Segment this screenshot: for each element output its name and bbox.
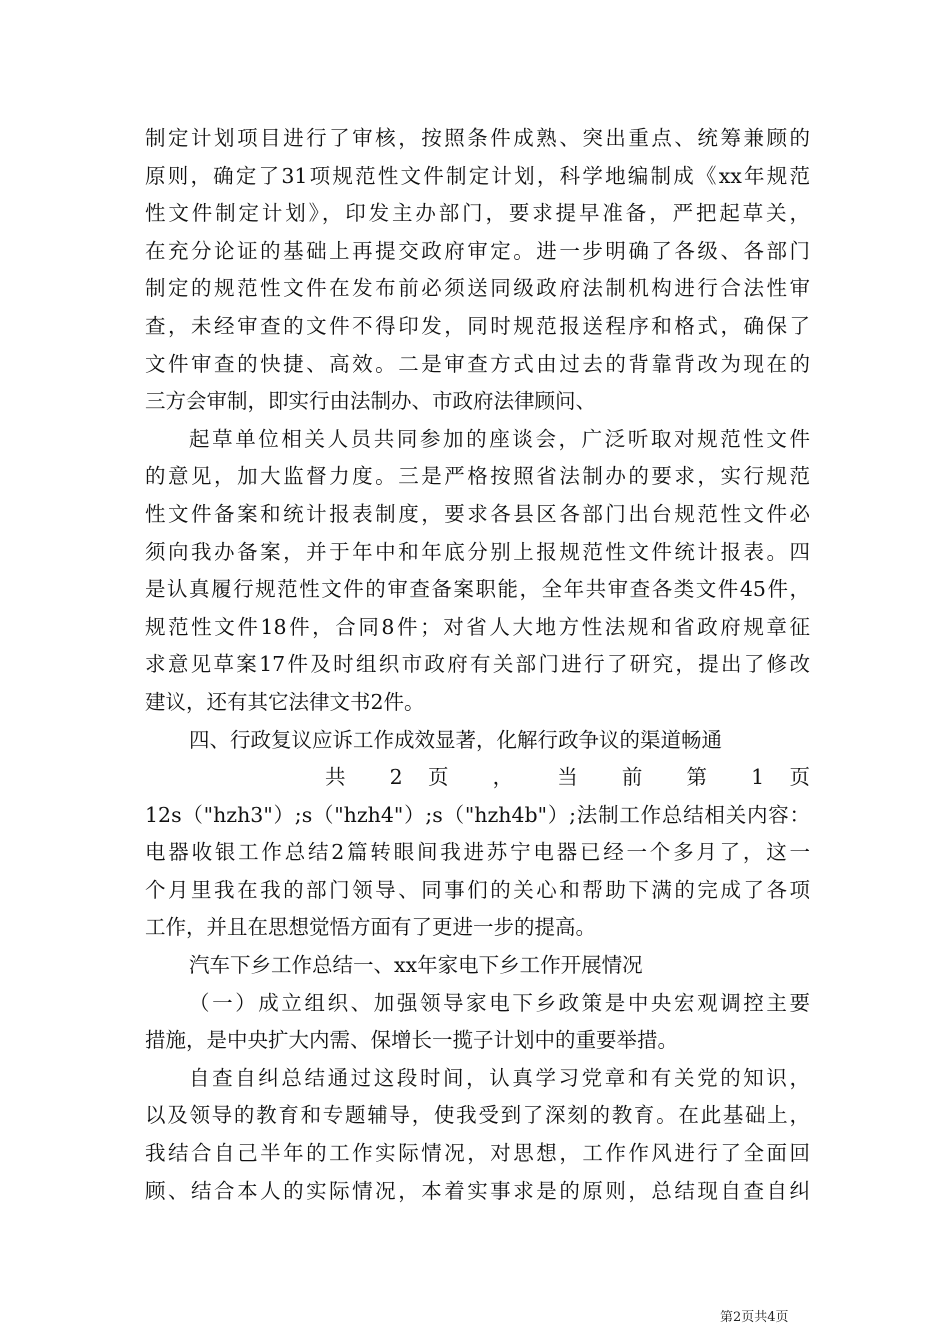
paragraph-start-line: 自查自纠总结通过这段时间，认真学习党章和有关党的知识，: [189, 1065, 810, 1090]
text-line: 的意见，加大监督力度。三是严格按照省法制办的要求，实行规范: [145, 464, 810, 489]
text-line: 电器收银工作总结2篇转眼间我进苏宁电器已经一个多月了，这一: [145, 840, 810, 865]
text-line: 性文件制定计划》，印发主办部门，要求提早准备，严把起草关，: [145, 201, 810, 226]
text-line: 制定计划项目进行了审核，按照条件成熟、突出重点、统筹兼顾的: [145, 126, 810, 150]
text-line: 个月里我在我的部门领导、同事们的关心和帮助下满的完成了各项: [145, 877, 810, 902]
text-line: 在充分论证的基础上再提交政府审定。进一步明确了各级、各部门: [145, 238, 810, 263]
text-line: 规范性文件18件，合同8件；对省人大地方性法规和省政府规章征: [145, 614, 810, 639]
document-body: [145, 120, 810, 1210]
text-line: 以及领导的教育和专题辅导，使我受到了深刻的教育。在此基础上，: [145, 1103, 810, 1128]
text-line: 制定的规范性文件在发布前必须送同级政府法制机构进行合法性审: [145, 276, 810, 301]
page-number-footer: 第2页共4页: [720, 1310, 789, 1325]
text-line: 工作，并且在思想觉悟方面有了更进一步的提高。: [145, 915, 596, 940]
text-line: 原则，确定了31项规范性文件制定计划，科学地编制成《xx年规范: [145, 163, 810, 188]
paragraph-start-line: 汽车下乡工作总结一、xx年家电下乡工作开展情况: [189, 953, 643, 978]
text-line: 是认真履行规范性文件的审查备案职能，全年共审查各类文件45件，: [145, 577, 810, 602]
text-line: 措施，是中央扩大内需、保增长一揽子计划中的重要举措。: [145, 1028, 678, 1053]
text-line: 须向我办备案，并于年中和年底分别上报规范性文件统计报表。四: [145, 539, 810, 564]
text-line: 文件审查的快捷、高效。二是审查方式由过去的背靠背改为现在的: [145, 351, 810, 376]
text-line: 求意见草案17件及时组织市政府有关部门进行了研究，提出了修改: [145, 652, 810, 677]
paragraph-start-line: （一）成立组织、加强领导家电下乡政策是中央宏观调控主要: [189, 990, 810, 1015]
text-line: 查，未经审查的文件不得印发，同时规范报送程序和格式，确保了: [145, 313, 810, 338]
text-line: 建议，还有其它法律文书2件。: [145, 689, 425, 714]
section-heading: 四、行政复议应诉工作成效显著，化解行政争议的渠道畅通: [189, 727, 722, 752]
paragraph-start-line: 起草单位相关人员共同参加的座谈会，广泛听取对规范性文件: [189, 426, 810, 451]
text-line: 顾、结合本人的实际情况，本着实事求是的原则，总结现自查自纠: [145, 1178, 810, 1203]
text-line: 我结合自己半年的工作实际情况，对思想，工作作风进行了全面回: [145, 1141, 810, 1166]
text-line: 三方会审制，即实行由法制办、市政府法律顾问、: [145, 389, 596, 414]
page-count-line: 共 2 页 ， 当 前 第 1 页: [325, 765, 810, 790]
text-line: 12s（"hzh3"）;s（"hzh4"）;s（"hzh4b"）;法制工作总结相关内容：: [145, 802, 810, 827]
text-line: 性文件备案和统计报表制度，要求各县区各部门出台规范性文件必: [145, 501, 810, 526]
